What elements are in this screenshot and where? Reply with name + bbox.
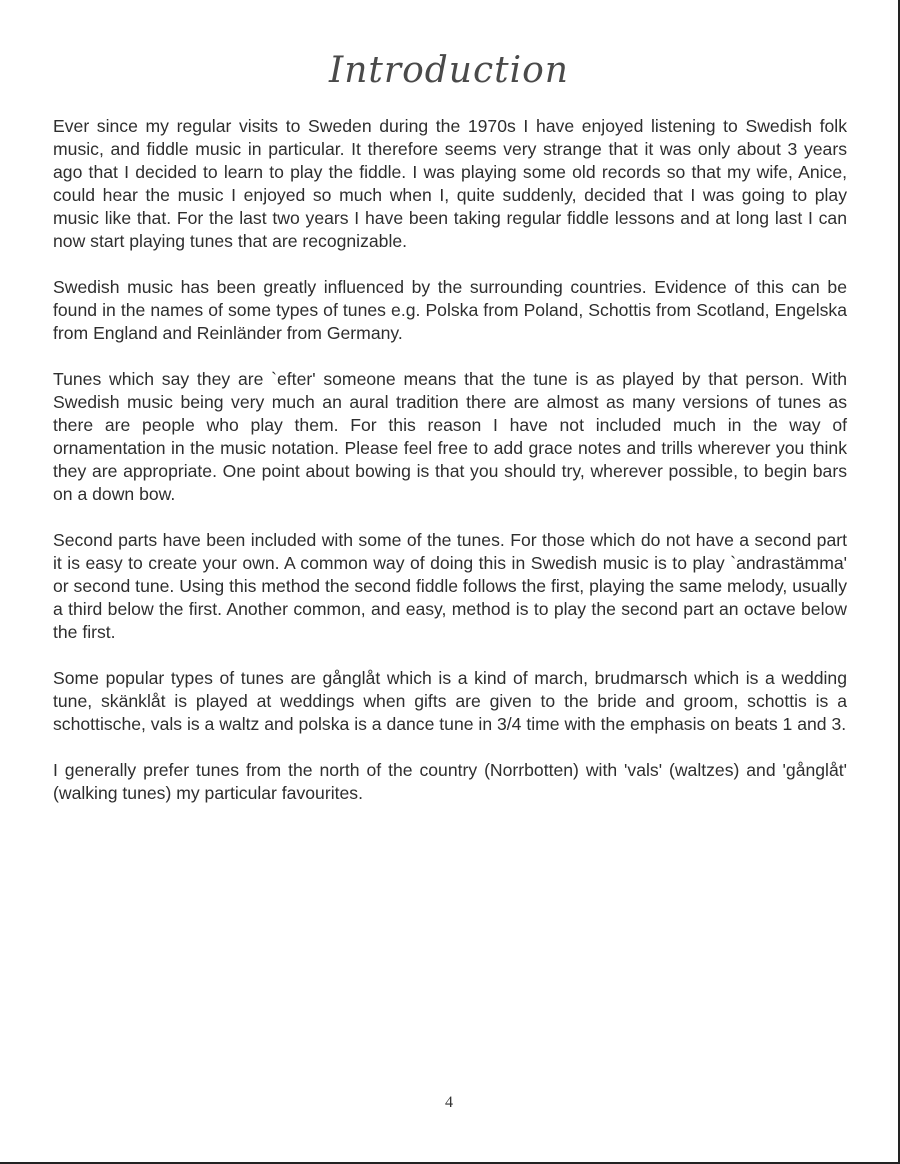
page-number: 4 xyxy=(445,1094,453,1111)
paragraph-2: Swedish music has been greatly influenced by the surrounding countries. Evidence of this can be found in the names of some types of tunes e.g. Polska from Poland, Schottis from Scotland, Engelska from England and Reinländer from Germany. xyxy=(53,277,847,343)
paragraph-4: Second parts have been included with some of the tunes. For those which do not have a second part it is easy to create your own. A common way of doing this in Swedish music is to play `andrastämma' or second tune. Using this method the second fiddle follows the first, playing the same melody, usually a third below the first. Another common, and easy, method is to play the second part an octave below the first. xyxy=(53,530,847,642)
body-text xyxy=(53,115,847,828)
paragraph-3: Tunes which say they are `efter' someone means that the tune is as played by that person. With Swedish music being very much an aural tradition there are almost as many versions of tunes as there are people who play them. For this reason I have not included much in the way of ornamentation in the music notation. Please feel free to add grace notes and trills wherever you think they are appropriate. One point about bowing is that you should try, wherever possible, to begin bars on a down bow. xyxy=(53,369,847,504)
page-title: Introduction xyxy=(329,50,569,91)
paragraph-5: Some popular types of tunes are gånglåt which is a kind of march, brudmarsch which is a wedding tune, skänklåt is played at weddings when gifts are given to the bride and groom, schottis is a schottische, vals is a waltz and polska is a dance tune in 3/4 time with the emphasis on beats 1 and 3. xyxy=(53,668,847,734)
paragraph-1: Ever since my regular visits to Sweden during the 1970s I have enjoyed listening to Swedish folk music, and fiddle music in particular. It therefore seems very strange that it was only about 3 years ago that I decided to learn to play the fiddle. I was playing some old records so that my wife, Anice, could hear the music I enjoyed so much when I, quite suddenly, decided that I was going to play music like that. For the last two years I have been taking regular fiddle lessons and at long last I can now start playing tunes that are recognizable. xyxy=(53,116,847,251)
paragraph-6: I generally prefer tunes from the north of the country (Norrbotten) with 'vals' (waltzes) and 'gånglåt' (walking tunes) my particular favourites. xyxy=(53,760,847,803)
